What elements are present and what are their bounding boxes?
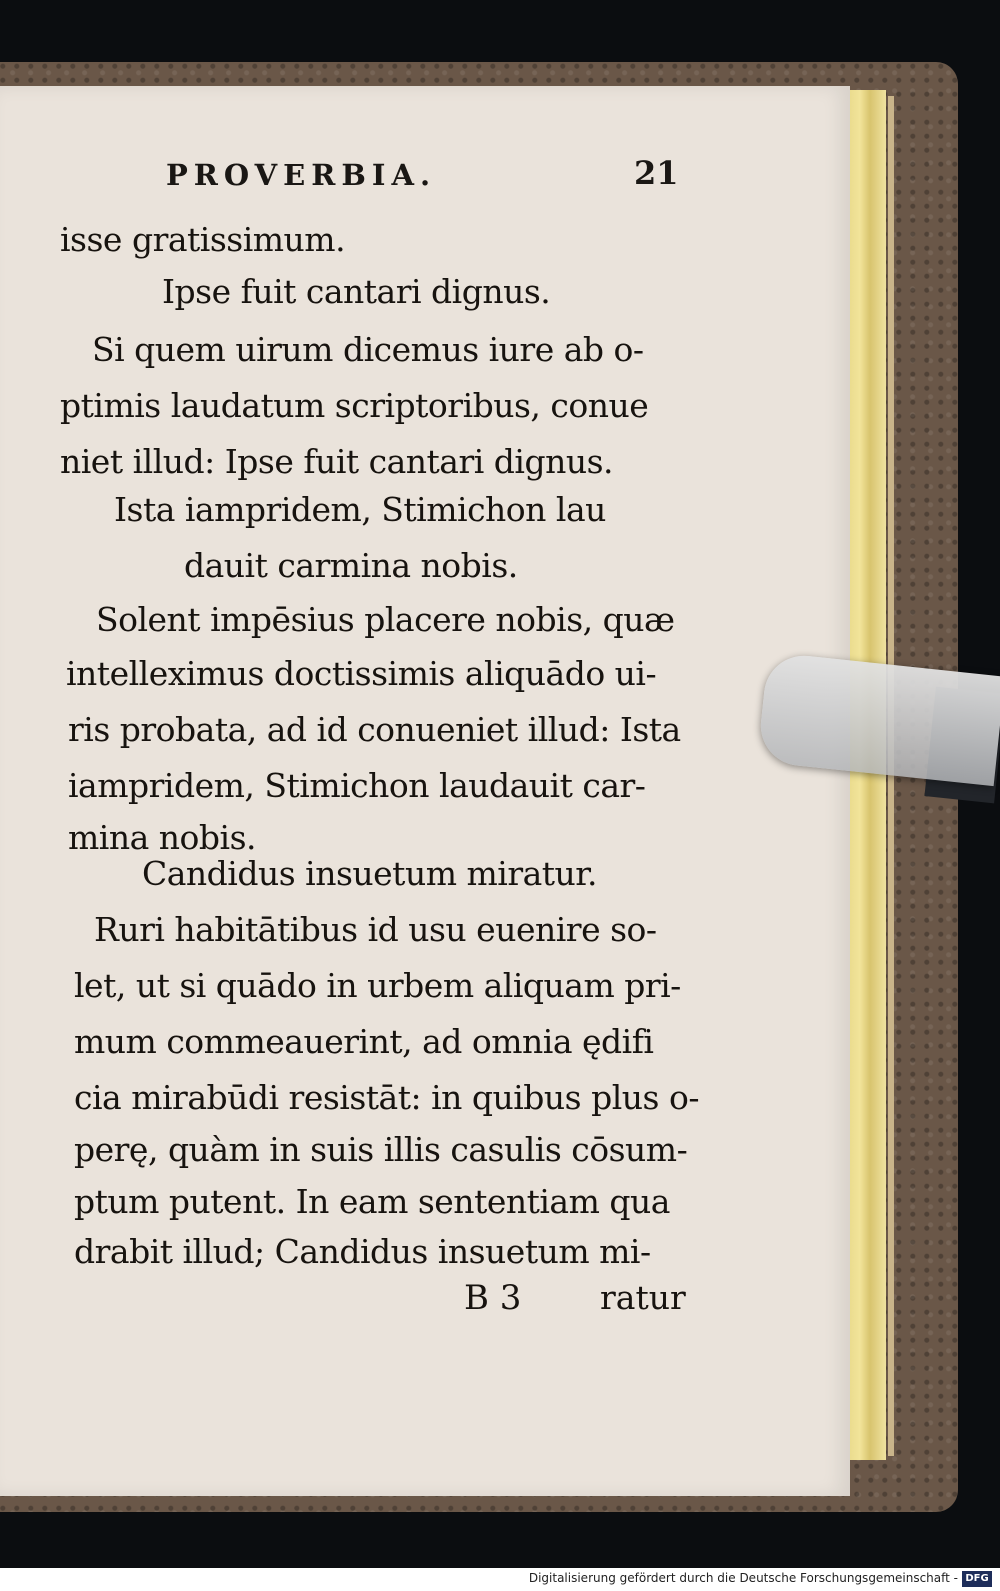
text-line: Solent impēsius placere nobis, quæ	[96, 600, 675, 639]
text-line: dauit carmina nobis.	[184, 546, 518, 585]
signature-mark: B 3	[464, 1278, 522, 1318]
text-line: mina nobis.	[68, 818, 256, 857]
text-line: let, ut si quādo in urbem aliquam pri-	[74, 966, 681, 1005]
running-head: PROVERBIA.	[166, 158, 437, 192]
text-line: ptimis laudatum scriptoribus, conue	[60, 386, 649, 425]
text-line: drabit illud; Candidus insuetum mi-	[74, 1232, 651, 1271]
text-line: Ipse fuit cantari dignus.	[162, 272, 551, 311]
text-line: Candidus insuetum miratur.	[142, 854, 597, 893]
text-line: isse gratissimum.	[60, 220, 346, 259]
text-line: ris probata, ad id conueniet illud: Ista	[68, 710, 681, 749]
text-line: Ista iampridem, Stimichon lau	[114, 490, 606, 529]
text-line: perę, quàm in suis illis casulis cōsum-	[74, 1130, 688, 1169]
dfg-logo-icon: DFG	[962, 1571, 992, 1587]
page-number: 21	[634, 154, 679, 192]
text-line: ptum putent. In eam sententiam qua	[74, 1182, 670, 1221]
text-line: mum commeauerint, ad omnia ędifi	[74, 1022, 654, 1061]
footer-bar	[0, 1568, 1000, 1591]
page-edge-line	[888, 96, 894, 1456]
text-line: intelleximus doctissimis aliquādo ui-	[66, 654, 657, 693]
text-line: cia mirabūdi resistāt: in quibus plus o-	[74, 1078, 699, 1117]
page-edge	[846, 90, 886, 1460]
text-line: Si quem uirum dicemus iure ab o-	[92, 330, 644, 369]
text-line: niet illud: Ipse fuit cantari dignus.	[60, 442, 614, 481]
text-line: iampridem, Stimichon laudauit car-	[68, 766, 646, 805]
text-line: Ruri habitātibus id usu euenire so-	[94, 910, 657, 949]
catchword: ratur	[600, 1278, 686, 1317]
funding-credit: Digitalisierung gefördert durch die Deutsche Forschungsgemeinschaft -	[528, 1571, 958, 1585]
